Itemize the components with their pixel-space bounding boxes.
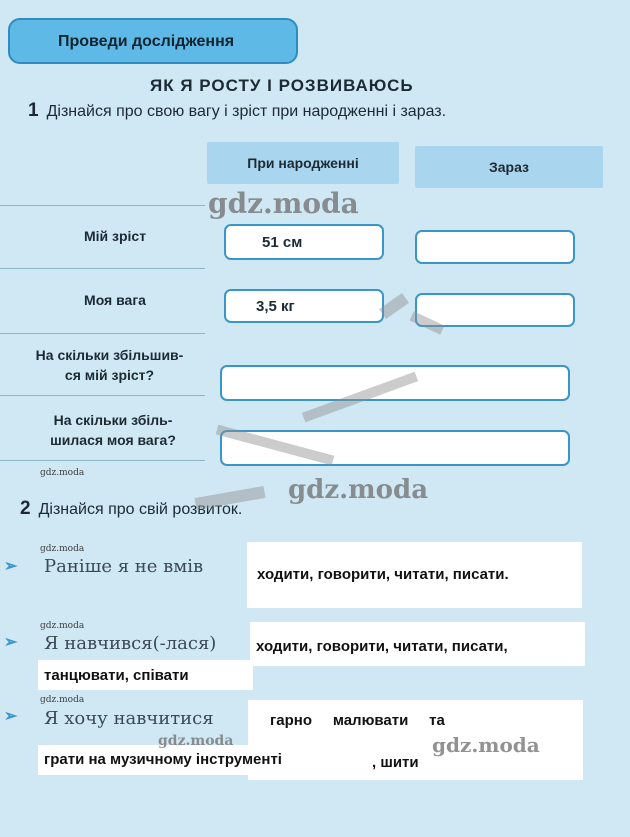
answer-want-field-line2[interactable] xyxy=(38,745,368,775)
divider-line xyxy=(0,460,205,461)
prompt-learned: Я навчився(-лася) xyxy=(44,633,217,654)
divider-line xyxy=(0,333,205,334)
watermark: gdz.moda xyxy=(208,187,359,220)
height-at-birth-field[interactable]: 51 см xyxy=(224,224,384,260)
row-label-line: На скільки збіль- xyxy=(53,412,173,428)
answer-learned-field-line2[interactable] xyxy=(38,660,253,690)
arrow-bullet-icon: ➢ xyxy=(4,634,18,651)
answer-learned-field[interactable] xyxy=(250,622,585,666)
prompt-want-to-learn: Я хочу навчитися xyxy=(44,708,214,729)
prompt-before: Раніше я не вмів xyxy=(44,556,204,577)
row-label-height xyxy=(30,226,200,246)
watermark-small: gdz.moda xyxy=(40,468,85,478)
answer-line: , шити xyxy=(372,754,419,771)
row-label-weight xyxy=(30,290,200,310)
task-1-number: 1 xyxy=(28,100,39,121)
column-header-birth: При народженні xyxy=(207,142,399,184)
answer-want-extra xyxy=(368,752,434,776)
section-tab xyxy=(8,18,298,64)
watermark-small: gdz.moda xyxy=(40,695,85,705)
answer-line: ходити, говорити, читати, писати, xyxy=(256,638,508,655)
row-label-height-increase xyxy=(12,345,207,385)
task-1-instruction xyxy=(28,100,446,122)
section-tab-label: Проведи дослідження xyxy=(58,33,235,50)
divider-line xyxy=(0,205,205,206)
row-label-weight-increase xyxy=(18,410,208,450)
weight-at-birth-field[interactable]: 3,5 кг xyxy=(224,289,384,323)
task-2-number: 2 xyxy=(20,498,31,519)
answer-line: гарно малювати та xyxy=(270,712,445,729)
arrow-bullet-icon: ➢ xyxy=(4,708,18,725)
watermark-small: gdz.moda xyxy=(40,621,85,631)
row-label-line: ся мій зріст? xyxy=(64,367,155,383)
answer-line: грати на музичному інструменті xyxy=(44,751,282,768)
watermark: gdz.moda xyxy=(158,733,234,749)
task-1-text: Дізнайся про свою вагу і зріст при народженні і зараз. xyxy=(46,103,447,120)
answer-line: ходити, говорити, читати, писати. xyxy=(257,566,509,583)
watermark-small: gdz.moda xyxy=(40,544,85,554)
answer-line: танцювати, співати xyxy=(44,667,189,684)
height-now-field[interactable] xyxy=(415,230,575,264)
row-label-line: Мій зріст xyxy=(83,228,147,244)
watermark: gdz.moda xyxy=(288,475,429,505)
weight-now-field[interactable] xyxy=(415,293,575,327)
divider-line xyxy=(0,268,205,269)
divider-line xyxy=(0,395,205,396)
arrow-bullet-icon: ➢ xyxy=(4,558,18,575)
page-title: ЯК Я РОСТУ І РОЗВИВАЮСЬ xyxy=(150,76,414,95)
row-label-line: шилася моя вага? xyxy=(50,432,176,448)
answer-before-field[interactable] xyxy=(247,542,582,608)
task-2-text: Дізнайся про свій розвиток. xyxy=(38,501,243,518)
watermark: gdz.moda xyxy=(432,733,540,757)
row-label-line: На скільки збільшив- xyxy=(35,347,184,363)
row-label-line: Моя вага xyxy=(84,292,146,308)
column-header-now: Зараз xyxy=(415,146,603,188)
